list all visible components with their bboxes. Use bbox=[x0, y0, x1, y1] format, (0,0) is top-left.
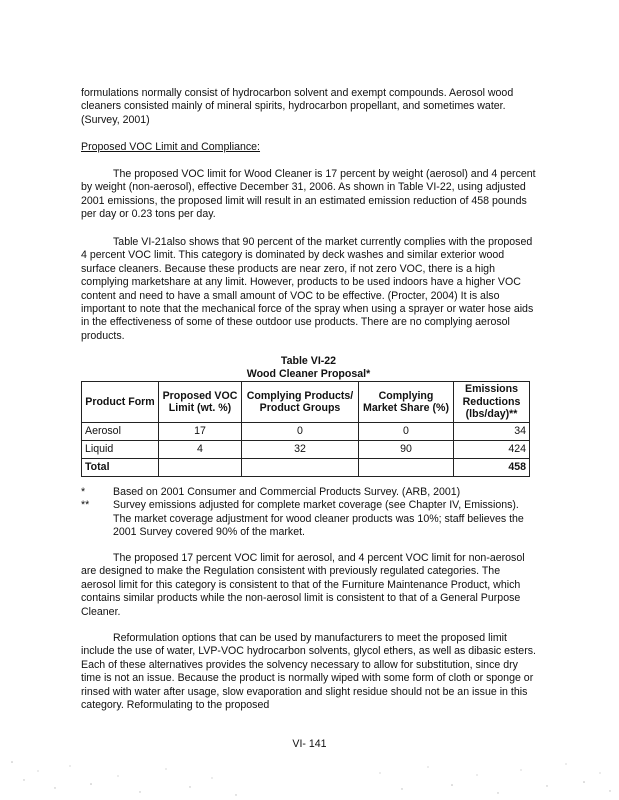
cell-complying-products bbox=[242, 459, 359, 477]
cell-product-form: Liquid bbox=[82, 441, 159, 459]
header-complying-products: Complying Products/ Product Groups bbox=[242, 382, 359, 423]
table-caption-title: Table VI-22 bbox=[280, 355, 337, 367]
header-emission-reductions: Emissions Reductions (lbs/day)** bbox=[454, 382, 530, 423]
footnote-marker: * bbox=[81, 486, 86, 498]
header-product-form: Product Form bbox=[82, 382, 159, 423]
footnote-text: Based on 2001 Consumer and Commercial Products Survey. (ARB, 2001) bbox=[113, 486, 461, 498]
cell-complying-products: 0 bbox=[242, 423, 359, 441]
footnote-text: Survey emissions adjusted for complete market coverage (see Chapter IV, Emissions). The market coverage adjustment for wood cleaner products was 10%; staff believes the 2001 Survey covered 90% of the market. bbox=[113, 499, 524, 539]
cell-emission-reductions: 34 bbox=[454, 423, 530, 441]
table-header-row bbox=[82, 382, 530, 423]
table-row bbox=[82, 441, 530, 459]
cell-complying-products: 32 bbox=[242, 441, 359, 459]
cell-voc-limit: 17 bbox=[159, 423, 242, 441]
footnote-marker: ** bbox=[81, 499, 90, 512]
paragraph-reformulation: Reformulation options that can be used by manufacturers to meet the proposed limit include the use of water, LVP-VOC hydrocarbon solvents, glycol ethers, as well as dibasic esters. Each of these alternatives provides the solvency necessary to allow for substitution, since dry time is not an issue. Because the product is normally wiped with some form of cloth or sponge or rinsed with water after usage, slow evaporation and slight residue should not be an issue in this category. Reformulating to the proposed bbox=[81, 632, 536, 712]
paragraph-market-compliance: Table VI-21also shows that 90 percent of the market currently complies with the proposed 4 percent VOC limit. This category is dominated by deck washes and similar exterior wood surface cleaners. Because these products are near zero, if not zero VOC, there is a high complying marketshare at any limit. However, products to be used indoors have a higher VOC content and need to have a small amount of VOC to be effective. (Procter, 2004) It is also important to note that the mechanical force of the spray when using a sprayer or water hose aids in the effectiveness of some of these outdoor use products. There are no complying aerosol products. bbox=[81, 236, 534, 342]
paragraph-regulation-consistency: The proposed 17 percent VOC limit for aerosol, and 4 percent VOC limit for non-aerosol are designed to make the Regulation consistent with previously regulated categories. The aerosol limit for this category is consistent to that of the Furniture Maintenance Product, which contains similar products while the non-aerosol limit is consistent to that of a General Purpose Cleaner. bbox=[81, 552, 525, 618]
paragraph-intro: formulations normally consist of hydrocarbon solvent and exempt compounds. Aerosol wood cleaners consisted mainly of mineral spirits, hydrocarbon propellant, and sometimes water. (Survey, 2001) bbox=[81, 87, 514, 126]
scan-noise bbox=[0, 740, 619, 800]
cell-product-form: Aerosol bbox=[82, 423, 159, 441]
wood-cleaner-proposal-table bbox=[81, 381, 530, 477]
table-caption-subtitle: Wood Cleaner Proposal* bbox=[246, 368, 371, 380]
cell-voc-limit: 4 bbox=[159, 441, 242, 459]
cell-market-share bbox=[359, 459, 454, 477]
cell-voc-limit bbox=[159, 459, 242, 477]
table-row-total bbox=[82, 459, 530, 477]
cell-market-share: 90 bbox=[359, 441, 454, 459]
cell-emission-reductions: 458 bbox=[454, 459, 530, 477]
section-heading: Proposed VOC Limit and Compliance: bbox=[81, 141, 261, 153]
table-footnotes bbox=[81, 486, 536, 540]
page-number: VI- 141 bbox=[292, 738, 327, 750]
footnote bbox=[81, 499, 536, 539]
footnote bbox=[81, 486, 536, 499]
cell-emission-reductions: 424 bbox=[454, 441, 530, 459]
header-voc-limit: Proposed VOC Limit (wt. %) bbox=[159, 382, 242, 423]
paragraph-proposed-limit: The proposed VOC limit for Wood Cleaner is 17 percent by weight (aerosol) and 4 percent by weight (non-aerosol), effective December 31, 2006. As shown in Table VI-22, using adjusted 2001 emissions, the proposed limit will result in an estimated emission reduction of 458 pounds per day or 0.23 tons per day. bbox=[81, 168, 536, 221]
table-row bbox=[82, 423, 530, 441]
cell-market-share: 0 bbox=[359, 423, 454, 441]
cell-product-form: Total bbox=[82, 459, 159, 477]
header-market-share: Complying Market Share (%) bbox=[359, 382, 454, 423]
